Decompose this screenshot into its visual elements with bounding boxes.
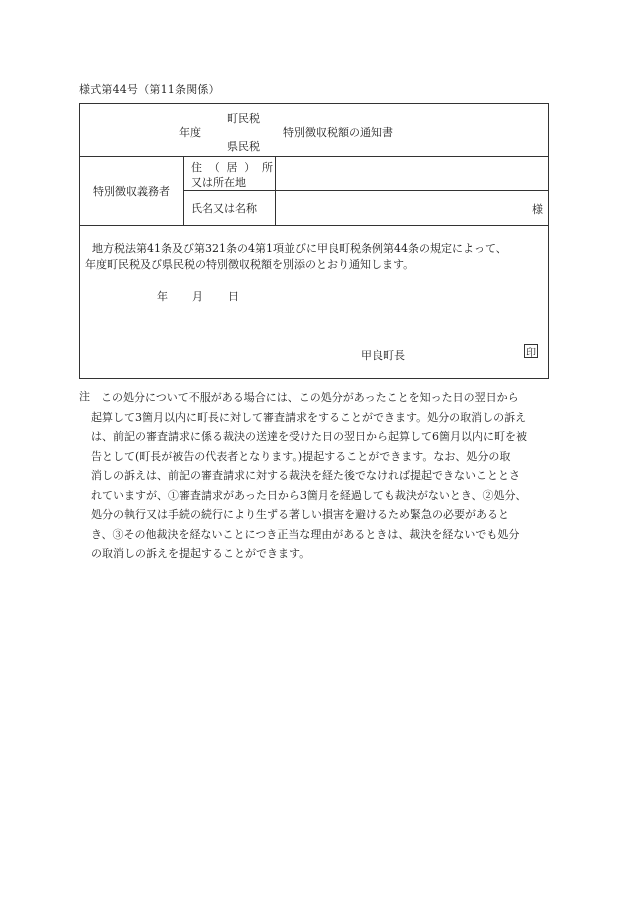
issuer-name: 甲良町長: [361, 349, 405, 362]
date-day-label: 日: [228, 290, 239, 303]
special-collector-label: 特別徴収義務者: [80, 156, 184, 225]
note-line: 処分の執行又は手続の続行により生ずる著しい損害を避けるため緊急の必要があると: [91, 508, 509, 521]
address-row: [184, 156, 548, 191]
form-number: 様式第44号（第11条関係）: [79, 83, 220, 96]
note-line: 告として(町長が被告の代表者となります。)提起することができます。なお、処分の取: [91, 449, 511, 463]
address-label-line2: 又は所在地: [191, 176, 246, 189]
notice-text-line-2: 年度町民税及び県民税の特別徴収税額を別添のとおり通知します。: [85, 258, 415, 271]
note-line: れていますが、①審査請求があった日から3箇月を経過しても裁決がないとき、②処分、: [91, 488, 527, 502]
note-line: 起算して3箇月以内に町長に対して審査請求をすることができます。処分の取消しの訴え: [91, 410, 527, 424]
note-line: この処分について不服がある場合には、この処分があったことを知った日の翌日から: [101, 391, 519, 404]
title-row: [80, 104, 548, 157]
notice-form: [79, 103, 549, 379]
prefectural-tax-label: 県民税: [227, 140, 260, 153]
fiscal-year-label: 年度: [179, 126, 201, 139]
address-label-char: （: [208, 161, 220, 174]
note-line: は、前記の審査請求に係る裁決の送達を受けた日の翌日から起算して6箇月以内に町を被: [91, 430, 527, 443]
notice-text-line-1: 地方税法第41条及び第321条の4第1項並びに甲良町税条例第44条の規定によって、: [92, 242, 507, 255]
address-label: [184, 156, 276, 191]
note-line: き、③その他裁決を経ないことにつき正当な理由があるときは、裁決を経ないでも処分: [91, 527, 520, 541]
address-label-char: 所: [262, 161, 273, 174]
note-line: の取消しの訴えを提起することができます。: [91, 547, 311, 560]
name-row: [184, 191, 548, 225]
town-tax-label: 町民税: [227, 112, 260, 125]
date-month-label: 月: [192, 290, 203, 303]
address-label-char: 住: [191, 161, 202, 174]
note-mark: 注: [79, 390, 90, 403]
note-body: [91, 388, 551, 564]
address-label-char: 居: [226, 161, 238, 174]
taxpayer-section: [80, 156, 548, 226]
document-title: 特別徴収税額の通知書: [283, 126, 393, 139]
honorific: 様: [532, 203, 543, 216]
address-label-char: ）: [244, 161, 256, 174]
date-year-label: 年: [157, 290, 168, 303]
seal-mark: 印: [524, 344, 538, 358]
note-line: 消しの訴えは、前記の審査請求に対する裁決を経た後でなければ提起できないこととさ: [91, 469, 520, 482]
name-label: 氏名又は名称: [184, 191, 276, 225]
